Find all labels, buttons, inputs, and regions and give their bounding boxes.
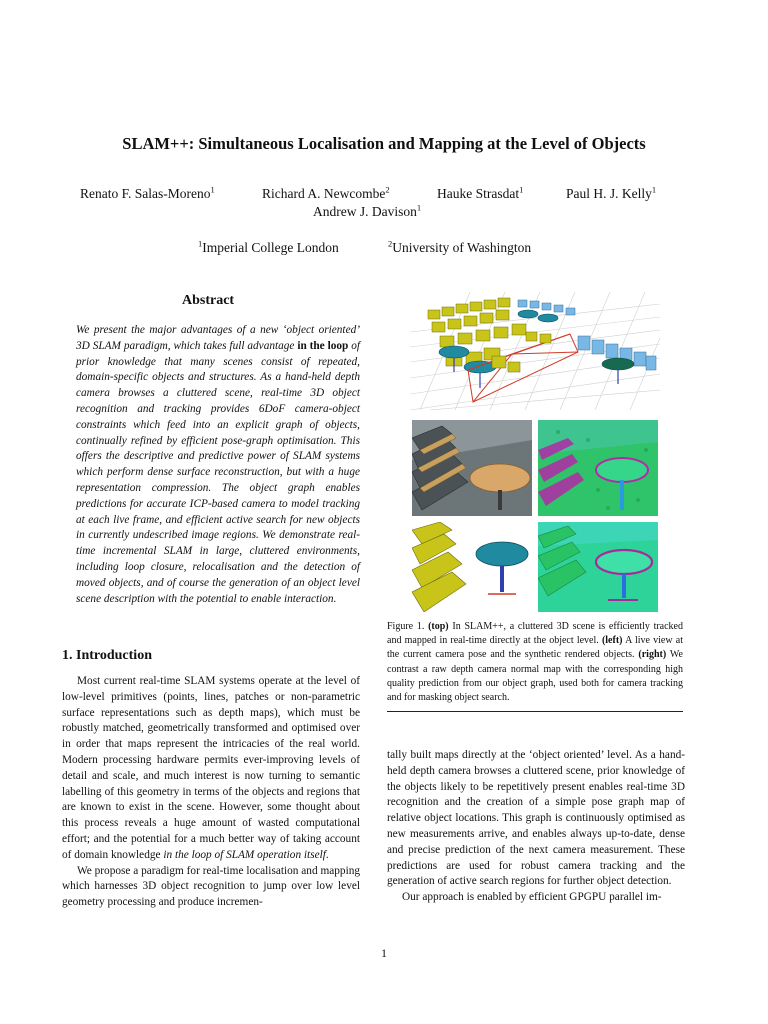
author-1: [80, 186, 215, 202]
author-name: Renato F. Salas-Moreno: [80, 186, 211, 201]
intro-p1-end: .: [325, 848, 329, 861]
author-affil-mark: 2: [385, 184, 390, 195]
abstract-bold: in the loop: [297, 339, 349, 352]
introduction-body: [62, 674, 360, 911]
caption-left-text: A live view at the current camera pose and the synthetic rendered objects.: [387, 635, 683, 661]
affiliation-2: [388, 240, 531, 256]
intro-p1-text: Most current real-time SLAM systems operate at the level of low-level primitives (points, lines, patches or non-parametric surface representations such as depth maps), which must be robustly matched, geometrically transformed and optimised over in order that maps represent the intricacies of the real world. Modern processing hardware permits ever-improving levels of detail and scale, and much interest is now turning to semantic labelling of this geometry in terms of the objects and regions that are known to exist in the scene. However, some thought about this process reveals a huge amount of wasted computational effort; and the potential for a much better way of taking account of domain knowledge: [62, 675, 360, 861]
figure-divider: [387, 711, 683, 712]
right-paragraph-2: Our approach is enabled by efficient GPGPU parallel im-: [402, 891, 662, 904]
affil-mark: 2: [388, 238, 393, 249]
author-name: Paul H. J. Kelly: [566, 186, 652, 201]
author-4: [566, 186, 656, 202]
right-paragraph-1: tally built maps directly at the ‘object oriented’ level. As a hand-held depth camera browses a cluttered scene, prior knowledge of the objects likely to be repetitively present enables real-time 3D recognition and the creation of a simple pose graph map of relative object locations. This graph is continuously optimised as new measurements arrive, and enables always up-to-date, dense and precise prediction of the next camera measurement. These predictions are used for robust camera tracking and the generation of active search regions for further object detection.: [387, 749, 685, 888]
abstract-text-1: We present the major advantages of a new ‘object oriented’ 3D SLAM paradigm, which takes full advantage: [76, 324, 360, 352]
author-affil-mark: 1: [651, 184, 657, 195]
caption-right-label: (right): [638, 649, 667, 661]
figure-left-synthetic-render: [412, 522, 532, 612]
right-column-body: [387, 748, 685, 906]
paper-title: SLAM++: Simultaneous Localisation and Mapping at the Level of Objects: [122, 134, 646, 153]
intro-paragraph-2: We propose a paradigm for real-time localisation and mapping which harnesses 3D object recognition to jump over low level geometry processing and produce incremen-: [62, 864, 360, 909]
author-affil-mark: 1: [519, 184, 524, 195]
affiliation-1: [198, 240, 339, 256]
caption-right-text: We contrast a raw depth camera normal map with the corresponding high quality prediction from our object graph, used both for camera tracking and for masking object search.: [387, 649, 683, 704]
figure-1: [410, 292, 660, 614]
figure-right-raw-normal-map: [538, 420, 658, 516]
author-affil-mark: 1: [210, 184, 215, 195]
abstract-text-2: of prior knowledge that many scenes consist of repeated, domain-specific objects and structures. As a hand-held depth camera browses a cluttered scene, real-time 3D object recognition and tracking provides 6DoF camera-object constraints which feed into an explicit graph of objects, continually refined by efficient pose-graph optimisation. This offers the descriptive and predictive power of SLAM systems which perform dense surface reconstruction, but with a huge representation compression. The object graph enables predictions for accurate ICP-based camera to model tracking at each live frame, and efficient active search for new objects in currently undescribed image regions. We demonstrate real-time incremental SLAM in large, cluttered environments, including loop closure, relocalisation and the detection of moved objects, and of course the generation of an object level scene description with the potential to enable interaction.: [76, 339, 360, 605]
figure-top-3d-map: [410, 292, 660, 410]
abstract-body: [76, 323, 360, 607]
author-name: Hauke Strasdat: [437, 186, 520, 201]
caption-label: Figure 1.: [387, 621, 425, 632]
figure-1-caption: [387, 620, 683, 705]
caption-top-label: (top): [428, 621, 449, 632]
author-5: [313, 204, 421, 220]
intro-paragraph-1: [62, 674, 360, 864]
author-affil-mark: 1: [416, 202, 422, 213]
caption-left-label: (left): [601, 635, 623, 647]
caption-top-text: In SLAM++, a cluttered 3D scene is efficiently tracked and mapped in real-time directly at the object level.: [387, 621, 683, 647]
author-3: [437, 186, 523, 202]
page-number: 1: [381, 946, 387, 960]
intro-p1-italic: in the loop of SLAM operation itself: [163, 848, 326, 861]
figure-left-live-view: [412, 420, 532, 516]
author-2: [262, 186, 390, 202]
abstract-heading: Abstract: [182, 293, 235, 308]
affil-name: Imperial College London: [202, 240, 339, 255]
affil-name: University of Washington: [392, 240, 532, 255]
author-name: Andrew J. Davison: [313, 204, 417, 219]
section-heading-introduction: 1. Introduction: [62, 648, 152, 663]
figure-right-predicted-normal-map: [538, 522, 658, 612]
author-name: Richard A. Newcombe: [262, 186, 386, 201]
affil-mark: 1: [198, 238, 203, 249]
